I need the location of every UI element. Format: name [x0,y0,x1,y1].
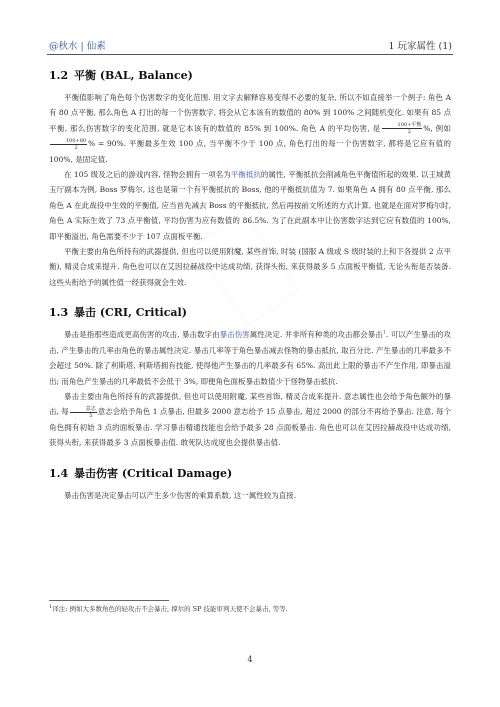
footnote [49,604,451,613]
paragraph: 平衡值影响了角色每个伤害数字的变化范围. 用文字去解释容易变得不必要的复杂, 所以不如直接举一个例子: 角色 A 有 80 点平衡, 那么角色 A 打出的每一个伤害数字, 将会从它本该有的数值的 80% 到 100% 之间随机变化. 如果有 85 点平衡, 那么伤害数字的变化范围, 就是它本该有的数值的 85% 到 100%. 角色 A 的平均伤害, 是 $\frac{\text{100+平衡}}{2}$ %, 例如 $\frac{100+80}{2}$ % = 90%. 平衡最多生效 100 点, 当平衡不少于 100 点, 角色打出的每一个伤害数字, 都将是它应有值的 100%, 是固定值. [49,93,451,164]
section-number: 1.2 [49,69,69,82]
paragraph: 暴击是指那些造成更高伤害的攻击, 暴击数字由暴击伤害属性决定. 并非所有种类的攻击都会暴击$^1$. 可以产生暴击的攻击, 产生暴击的几率由角色的暴击属性决定. 暴击几率等于角色暴击减去怪物的暴击抵抗, 取百分比. 产生暴击的几率最多不会超过 50%. 除了利斯塔, 利斯塔拥有技能, 使得他产生暴击的几率最多有 65%. 高出此上限的暴击不产生作用, 即暴击溢出; 而角色产生暴击的几率最低不会低于 3%, 即便角色面板暴击数值少于怪物暴击抵抗. [49,329,451,386]
section-heading-critical [49,304,451,320]
running-header-author: @秋水 | 仙素 [49,41,106,52]
paragraph: 暴击伤害是决定暴击可以产生多少伤害的乘算系数, 这一属性较为直接. [64,490,297,500]
paragraph: 平衡主要由角色所持有的武器提供, 但也可以使用附魔, 某些首饰, 时装 (国服 A 级或 S 级时装的上和下各提供 2 点平衡), 精灵合成来提升. 角色也可以在艾因拉赫战役中达成功绩, 获得头衔, 来获得最多 5 点面板平衡值, 无论头衔是否装备. 这些头衔给予的属性值一经获得就会生效. [49,247,451,287]
running-header-chapter: 1 玩家属性 (1) [388,41,452,52]
term-link-balance-resist[interactable]: 平衡抵抗 [230,170,261,180]
main-content [49,67,451,503]
footnote-text: 译注: 例如大多数角色的轻攻击不会暴击, 撑尔的 SP 技能审判天使不会暴击, 等等. [52,605,288,613]
section-title: 暴击 (CRI, Critical) [74,306,187,320]
footnote-divider [49,600,169,601]
fraction: $\frac{\text{100+平衡}}{2}$ [382,122,423,135]
paragraph: 在 105 级及之后的游戏内容, 怪物会拥有一项名为平衡抵抗的属性, 平衡抵抗会削减角色平衡值所起的效果. 以王城黄玉厅副本为例, Boss 罗梅尔, 这也是第一个有平衡抵抗的 Boss, 他的平衡抵抗值为 7. 如果角色 A 拥有 80 点平衡, 那么角色 A 在此战役中生效的平衡值, 应当首先减去 Boss 的平衡抵抗, 然后再按前文所述的方式计算, 也就是在面对罗梅尔时, 角色 A 实际生效了 73 点平衡值, 平均伤害为应有数值的 86.5%. 为了在此副本中让伤害数字达到它应有数值的 100%, 即平衡溢出, 角色需要不少于 107 点面板平衡. [49,170,451,241]
fraction: $\frac{100+80}{2}$ [50,138,87,151]
page-number: 4 [247,655,253,664]
footnote-mark: 1 [49,603,53,610]
section-title: 暴击伤害 (Critical Damage) [74,466,233,480]
term-link-crit-damage[interactable]: 暴击伤害 [219,330,250,340]
fraction: $\frac{\text{意志}}{5}$ [70,406,97,419]
footnote-reference[interactable]: 1 [382,329,386,336]
section-heading-crit-damage [49,465,451,481]
section-heading-balance [49,67,451,83]
section-number: 1.4 [49,466,69,480]
paragraph: 暴击主要由角色所持有的武器提供, 但也可以使用附魔, 某些首饰, 精灵合成来提升. 意志属性也会给予角色额外的暴击, 每 $\frac{\text{意志}}{5}$ 意志会给予角色 1 点暴击, 但最多 2000 意志给予 15 点暴击, 超过 2000 的部分不再给予暴击. 注意, 每个角色拥有初始 3 点的面板暴击. 学习暴击精通技能也会给予最多 28 点面板暴击. 角色也可以在艾因拉赫战役中达成功绩, 获得头衔, 来获得最多 3 点面板暴击值. 敢死队达成度也会提供暴击值. [49,391,451,448]
section-title: 平衡 (BAL, Balance) [74,69,193,82]
header-divider [47,54,453,55]
section-number: 1.3 [49,306,69,320]
